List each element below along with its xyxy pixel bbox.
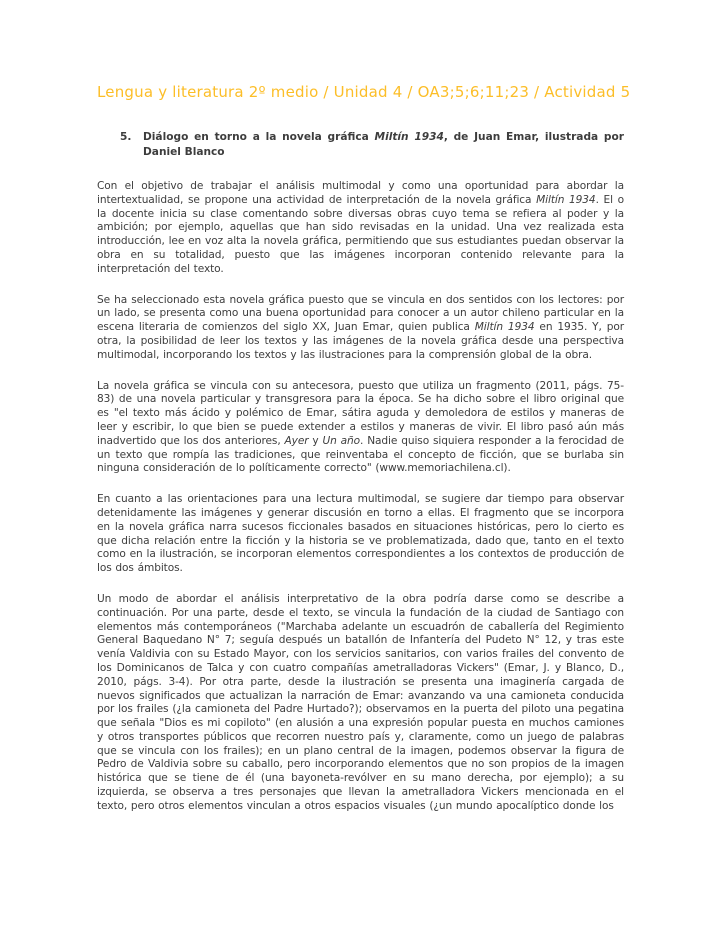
activity-number: 5. [120, 131, 132, 143]
paragraph-2: Se ha seleccionado esta novela gráfica puesto que se vincula en dos sentidos con los lectores: por un lado, se presenta como una buena oportunidad para conocer a un autor chileno particular en la escena literaria de comienzos del siglo XX, Juan Emar, quien publica Miltín 1934 en 1935. Y, por otra, la posibilidad de leer los textos y las imágenes de la novela gráfica desde una perspectiva multimodal, incorporando los textos y las ilustraciones para la comprensión global de la obra. [97, 293, 624, 361]
document-page [97, 83, 631, 831]
paragraph-3: La novela gráfica se vincula con su antecesora, puesto que utiliza un fragmento (2011, págs. 75-83) de una novela particular y transgresora para la época. Se ha dicho sobre el libro original que es "el texto más ácido y polémico de Emar, sátira aguda y demoledora de estilos y maneras de leer y escribir, lo que bien se puede extender a estilos y maneras de vivir. El libro pasó aún más inadvertido que los dos anteriores, Ayer y Un año. Nadie quiso siquiera responder a la ferocidad de un texto que rompía las tradiciones, que reinventaba el concepto de ficción, que se burlaba sin ninguna consideración de lo políticamente correcto" (www.memoriachilena.cl). [97, 379, 624, 475]
activity-title-text: Diálogo en torno a la novela gráfica Miltín 1934, de Juan Emar, ilustrada por Daniel Blanco [143, 131, 625, 158]
paragraph-5: Un modo de abordar el análisis interpretativo de la obra podría darse como se describe a continuación. Por una parte, desde el texto, se vincula la fundación de la ciudad de Santiago con elementos más contemporáneos ("Marchaba adelante un escuadrón de caballería del Regimiento General Baquedano N° 7; seguía después un batallón de Infantería del Pudeto N° 12, y tras este venía Valdivia con su Estado Mayor, con los servicios sanitarios, con varios frailes del convento de los Dominicanos de Talca y con cuatro compañías ametralladoras Vickers" (Emar, J. y Blanco, D., 2010, págs. 3-4). Por otra parte, desde la ilustración se presenta una imaginería cargada de nuevos significados que actualizan la narración de Emar: avanzando va una camioneta conducida por los frailes (¿la camioneta del Padre Hurtado?); observamos en la puerta del piloto una pegatina que señala "Dios es mi copiloto" (en alusión a una expresión popular puesta en muchos camiones y otros transportes públicos que recorren nuestro país y, claramente, como un juego de palabras que se vincula con los frailes); en un plano central de la imagen, podemos observar la figura de Pedro de Valdivia sobre su caballo, pero incorporando elementos que no son propios de la imagen histórica que se tiene de él (una bayoneta-revólver en su mano derecha, por ejemplo); a su izquierda, se observa a tres personajes que llevan la ametralladora Vickers mencionada en el texto, pero otros elementos vinculan a otros espacios visuales (¿un mundo apocalíptico donde los [97, 592, 624, 812]
activity-heading [120, 130, 624, 159]
paragraph-1: Con el objetivo de trabajar el análisis multimodal y como una oportunidad para abordar la intertextualidad, se propone una actividad de interpretación de la novela gráfica Miltín 1934. El o la docente inicia su clase comentando sobre diversas obras cuyo tema se refiera al poder y la ambición; por ejemplo, aquellas que han sido revisadas en la unidad. Una vez realizada esta introducción, lee en voz alta la novela gráfica, permitiendo que sus estudiantes puedan observar la obra en su totalidad, puesto que las imágenes incorporan contenido relevante para la interpretación del texto. [97, 180, 624, 275]
document-breadcrumb-title: Lengua y literatura 2º medio / Unidad 4 / OA3;5;6;11;23 / Actividad 5 [97, 83, 631, 101]
paragraph-4: En cuanto a las orientaciones para una lectura multimodal, se sugiere dar tiempo para observar detenidamente las imágenes y generar discusión en torno a ellas. El fragmento que se incorpora en la novela gráfica narra sucesos ficcionales basados en situaciones históricas, pero lo cierto es que dicha relación entre la ficción y la historia se ve problematizada, dado que, tanto en el texto como en la ilustración, se incorporan elementos correspondientes a los contextos de producción de los dos ámbitos. [97, 493, 624, 575]
body-text [97, 180, 624, 814]
